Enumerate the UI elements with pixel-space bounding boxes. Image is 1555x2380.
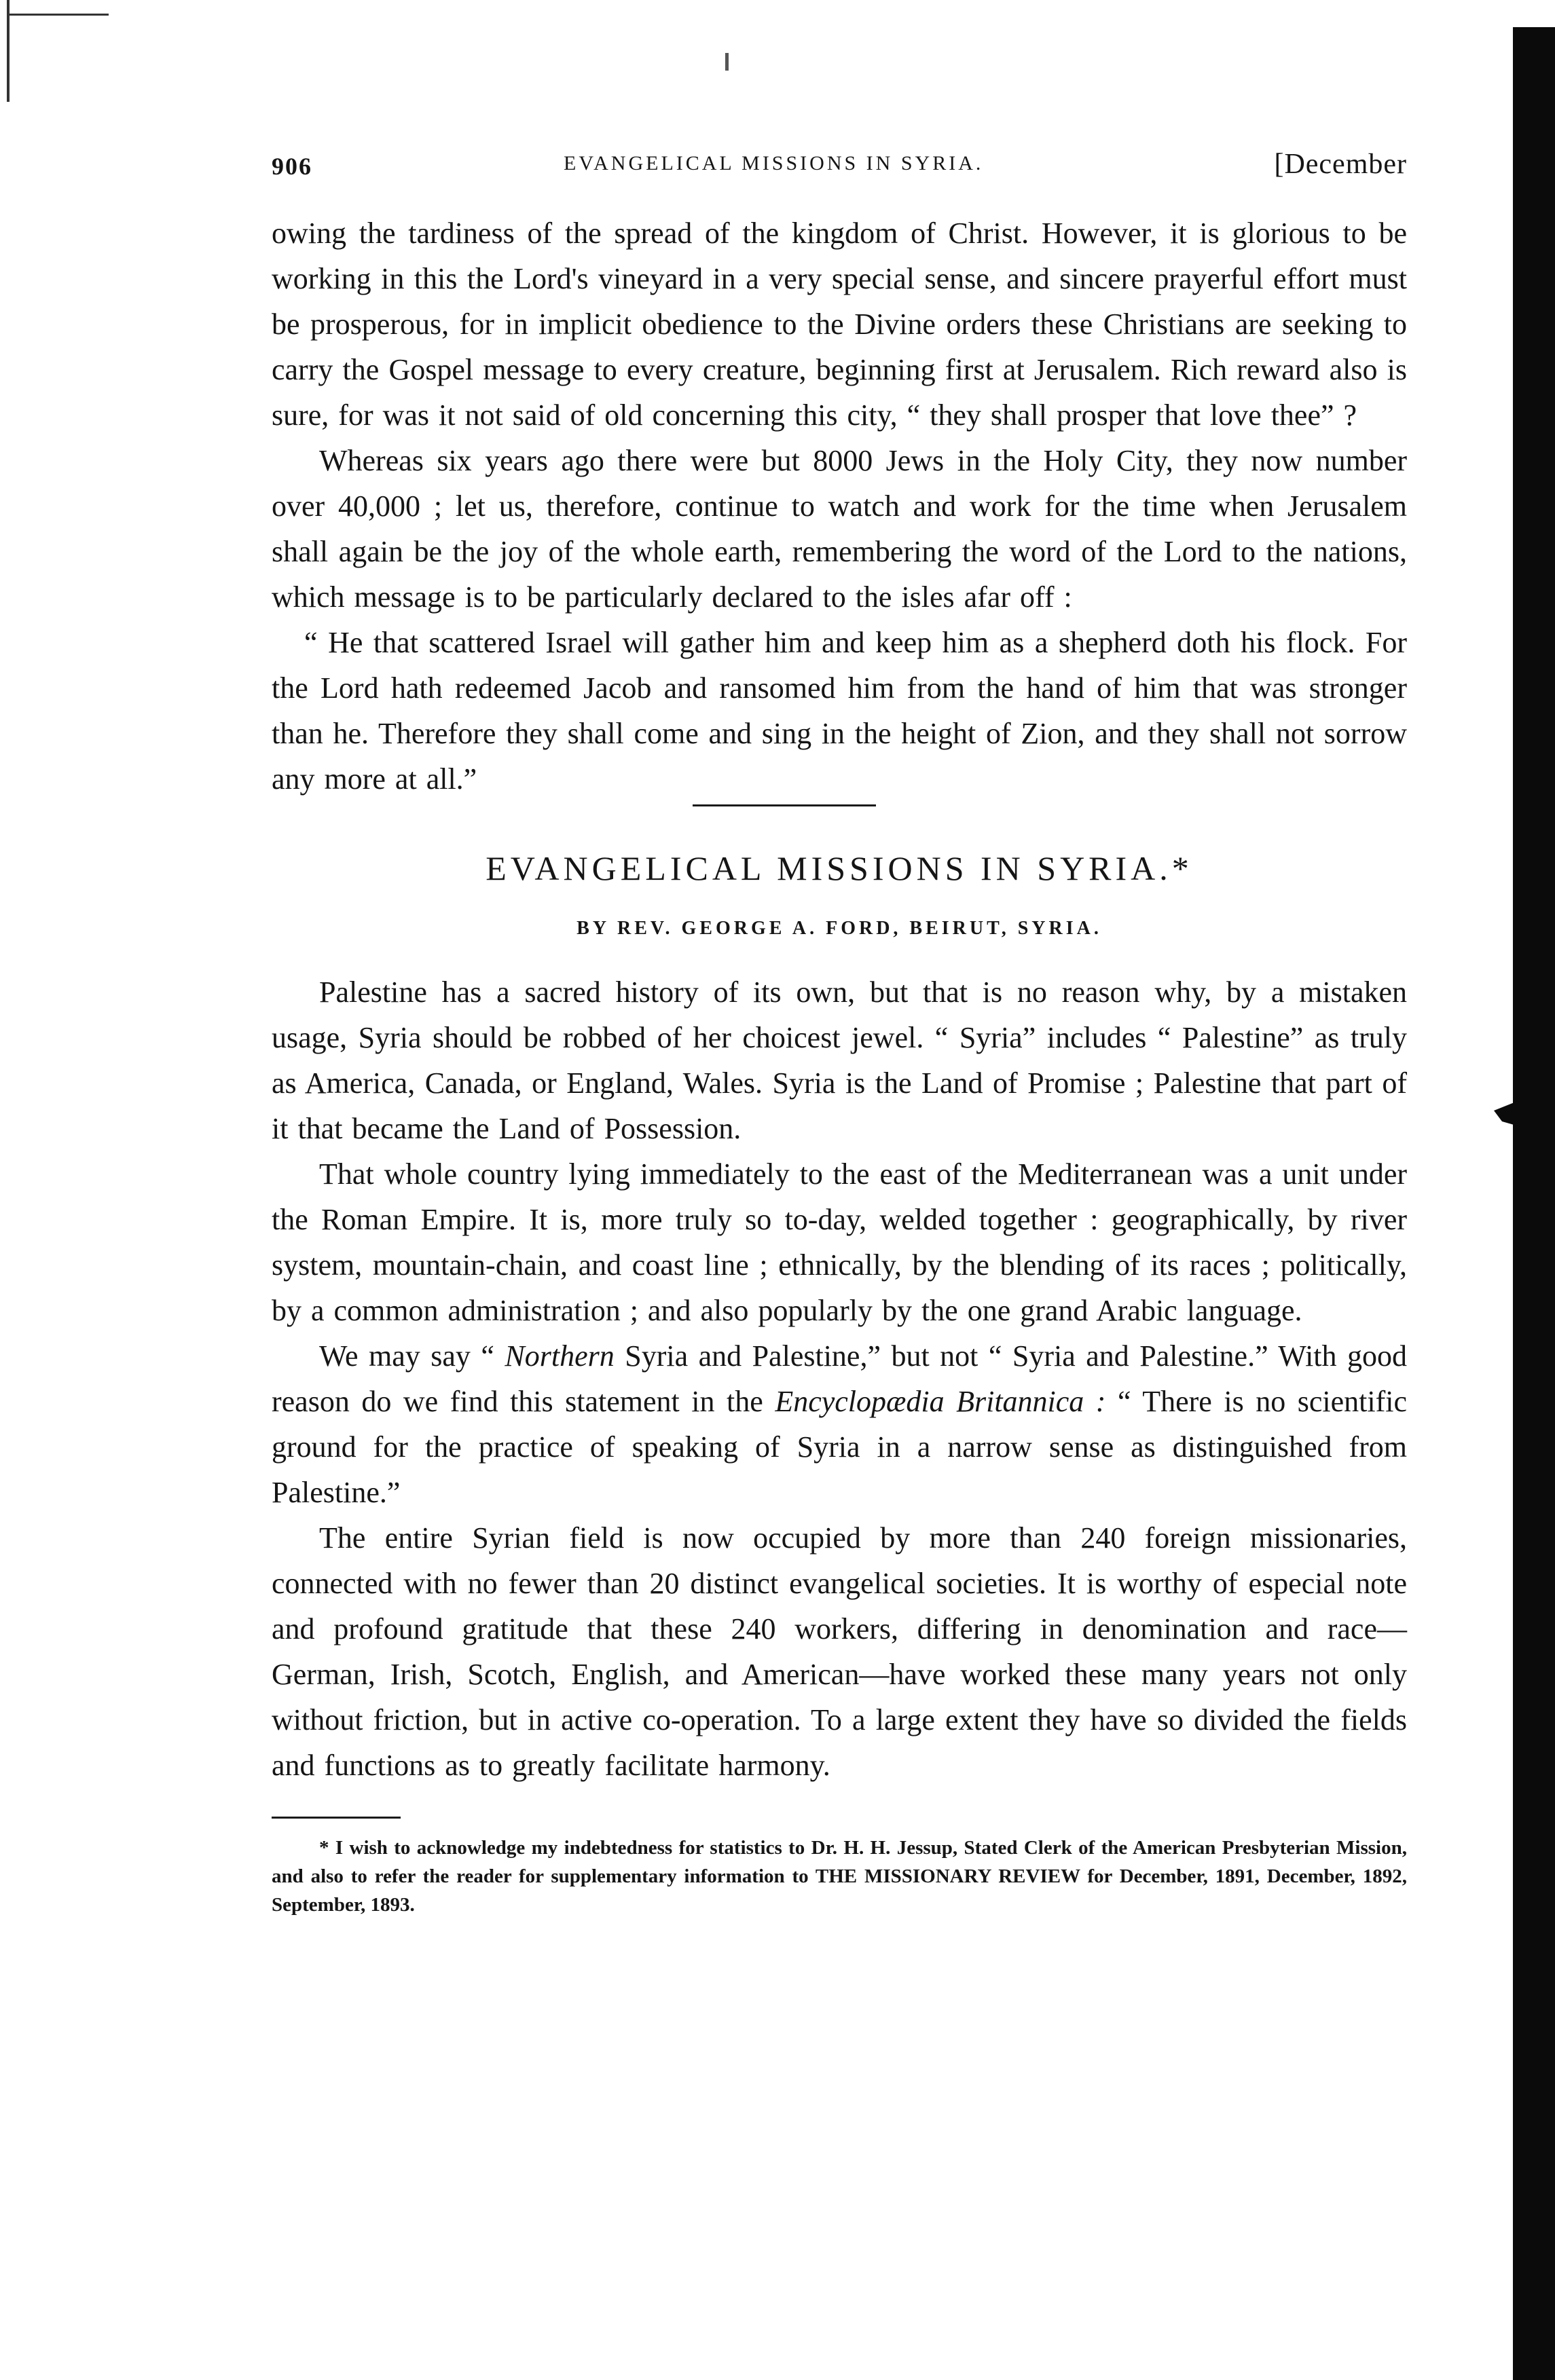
body-paragraph-jews: Whereas six years ago there were but 8000 Jews in the Holy City, they now number over 40,000 ; let us, therefore, continue to watch and work for the time when Jerusalem shall again be the joy of the whole earth, remembering the word of the Lord to the nations, which message is to be particularly declared to the isles afar off : [272,444,1407,614]
article-paragraph-country: That whole country lying immediately to the east of the Mediterranean was a unit under the Roman Empire. It is, more truly so to-day, welded together : geographically, by river system, mountain-chain, and coast line ; ethnically, by the blending of its races ; politically, by a common administration ; and also popularly by the one grand Arabic language. [272,1157,1407,1327]
scan-tick-mark [725,53,729,71]
section-divider [693,804,876,806]
scan-right-border [1513,27,1555,2380]
text-run: We may say “ [319,1339,505,1373]
running-title: EVANGELICAL MISSIONS IN SYRIA. [564,152,984,174]
document-page [272,143,1407,1939]
italic-northern: Northern [505,1339,615,1373]
body-paragraph-continued: owing the tardiness of the spread of the kingdom of Christ. However, it is glorious to be working in this the Lord's vineyard in a very special sense, and sincere prayerful effort must be prosperous, for in implicit obedience to the Divine orders these Christians are seeking to carry the Gospel message to every creature, beginning first at Jerusalem. Rich reward also is sure, for was it not said of old concerning this city, “ they shall prosper that love thee” ? [272,217,1407,432]
body-paragraph-quote: “ He that scattered Israel will gather him and keep him as a shepherd doth his flock. For the Lord hath redeemed Jacob and ransomed him from the hand of him that was stronger than he. Therefore they shall come and sing in the height of Zion, and they shall not sorrow any more at all.” [272,626,1407,796]
italic-encyclopaedia: Encyclopædia Britannica : [775,1385,1106,1418]
running-header [272,143,1407,183]
article-paragraph-field: The entire Syrian field is now occupied by more than 240 foreign missionaries, connected with no fewer than 20 distinct evangelical societies. It is worthy of especial note and profound gratitude that these 240 workers, differing in denomination and race—German, Irish, Scotch, English, and American—have worked these many years not only without friction, but in active co-operation. To a large extent they have so divided the fields and functions as to greatly facilitate harmony. [272,1521,1407,1782]
article-paragraph-northern [272,1333,1407,1515]
article-paragraph-palestine: Palestine has a sacred history of its own, but that is no reason why, by a mistaken usage, Syria should be robbed of her choicest jewel. “ Syria” includes “ Palestine” as truly as America, Canada, or England, Wales. Syria is the Land of Promise ; Palestine that part of it that became the Land of Possession. [272,975,1407,1145]
article-byline: BY REV. GEORGE A. FORD, BEIRUT, SYRIA. [577,918,1102,939]
article-title: EVANGELICAL MISSIONS IN SYRIA.* [486,849,1193,887]
footnote-divider [272,1817,401,1819]
text-run: “ There is no scientific ground for the practice of speaking of Syria in a narrow sense as distinguished from Palestine.” [272,1385,1407,1509]
text-run: Syria and Palestine,” but not “ Syria and Palestine.” With good reason do we find this statement in the [272,1339,1407,1418]
scan-right-notch [1494,1100,1521,1127]
footnote: * I wish to acknowledge my indebtedness for statistics to Dr. H. H. Jessup, Stated Clerk of the American Presbyterian Mission, and also to refer the reader for supplementary information to THE MISSIONARY REVIEW for December, 1891, December, 1892, September, 1893. [272,1837,1407,1916]
running-month: [December [1274,149,1407,180]
page-number: 906 [272,153,312,180]
scan-corner-mark [7,14,109,16]
